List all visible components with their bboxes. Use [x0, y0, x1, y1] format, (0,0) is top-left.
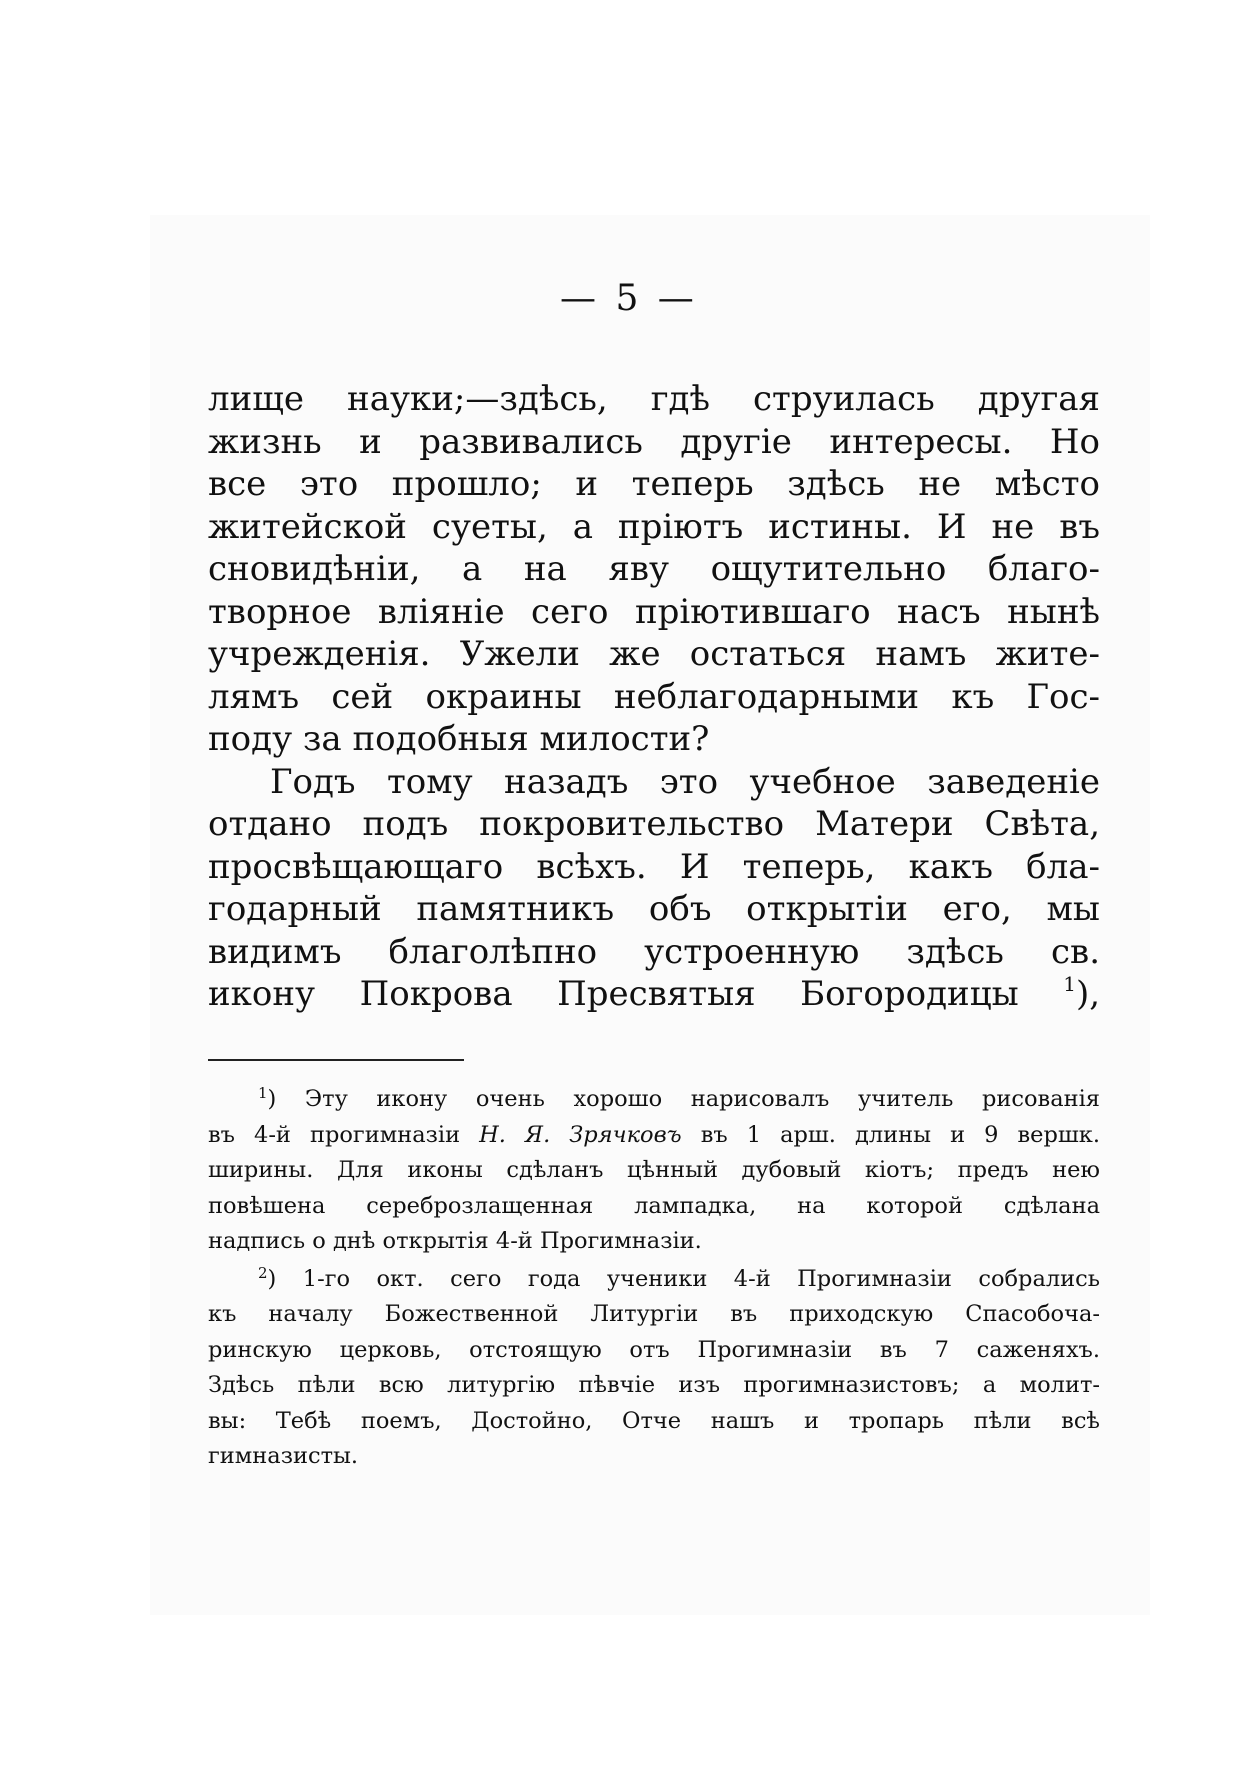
footnote-line: ринскую церковь, отстоящую отъ Прогимназіи въ 7 саженяхъ. [208, 1336, 1100, 1363]
body-line: лямъ сей окраины неблагодарными къ Гос- [208, 676, 1100, 717]
footnote-text: въ 1 арш. длины и 9 вершк. [681, 1121, 1100, 1148]
footnote-name: Н. Я. Зрячковъ [479, 1121, 682, 1148]
footnote-1 [208, 1082, 1100, 1260]
footnote-line: повѣшена сереброзлащенная лампадка, на которой сдѣлана [208, 1192, 1100, 1219]
body-line: отдано подъ покровительство Матери Свѣта, [208, 804, 1100, 844]
body-line: житейской суеты, а пріютъ истины. И не въ [208, 506, 1100, 547]
footnote-text: въ 4-й прогимназіи [208, 1121, 480, 1148]
body-line-with-footnote-ref [208, 973, 1100, 1016]
footnote-text: ) 1-го окт. сего года ученики 4-й Прогимназіи собрались [267, 1265, 1100, 1292]
footnote-ref: 1 [1063, 972, 1076, 996]
footnote-mark: 2 [258, 1263, 268, 1282]
body-line: все это прошло; и теперь здѣсь не мѣсто [208, 464, 1100, 504]
body-line: творное вліяніе сего пріютившаго насъ нынѣ [208, 591, 1100, 632]
footnote-line: гимназисты. [208, 1443, 359, 1469]
footnote-line: къ началу Божественной Литургіи въ приходскую Спасобоча- [208, 1301, 1100, 1327]
body-line: поду за подобныя милости? [208, 719, 710, 759]
body-line: сновидѣніи, а на яву ощутительно благо- [208, 549, 1100, 589]
body-text [208, 378, 1100, 1016]
body-line: годарный памятникъ объ открытіи его, мы [208, 889, 1100, 929]
body-line: Годъ тому назадъ это учебное заведеніе [270, 761, 1100, 802]
footnote-separator [208, 1059, 464, 1061]
footnotes [208, 1082, 1100, 1477]
footnote-2 [208, 1262, 1100, 1475]
footnote-line: надпись о днѣ открытія 4-й Прогимназіи. [208, 1228, 702, 1254]
footnote-line [208, 1082, 1100, 1118]
body-line: лище науки;—здѣсь, гдѣ струилась другая [208, 379, 1100, 419]
body-line: просвѣщающаго всѣхъ. И теперь, какъ бла- [208, 846, 1100, 887]
page-number: — 5 — [560, 278, 698, 319]
footnote-line: Здѣсь пѣли всю литургію пѣвчіе изъ прогимназистовъ; а молит- [208, 1372, 1100, 1398]
footnote-text: ) Эту икону очень хорошо нарисовалъ учитель рисованія [267, 1086, 1100, 1112]
footnote-line [208, 1262, 1100, 1298]
body-line: видимъ благолѣпно устроенную здѣсь св. [208, 931, 1100, 972]
body-line-text: икону Покрова Пресвятыя Богородицы [208, 974, 1019, 1014]
body-line-tail: ), [1075, 974, 1101, 1014]
footnote-mark: 1 [258, 1084, 268, 1102]
footnote-line [208, 1118, 1100, 1154]
footnote-line: вы: Тебѣ поемъ, Достойно, Отче нашъ и тропарь пѣли всѣ [208, 1407, 1100, 1434]
body-line: учрежденія. Ужели же остаться намъ жите- [208, 634, 1100, 674]
body-line: жизнь и развивались другіе интересы. Но [208, 421, 1100, 462]
footnote-line: ширины. Для иконы сдѣланъ цѣнный дубовый кіотъ; предъ нею [208, 1157, 1100, 1183]
